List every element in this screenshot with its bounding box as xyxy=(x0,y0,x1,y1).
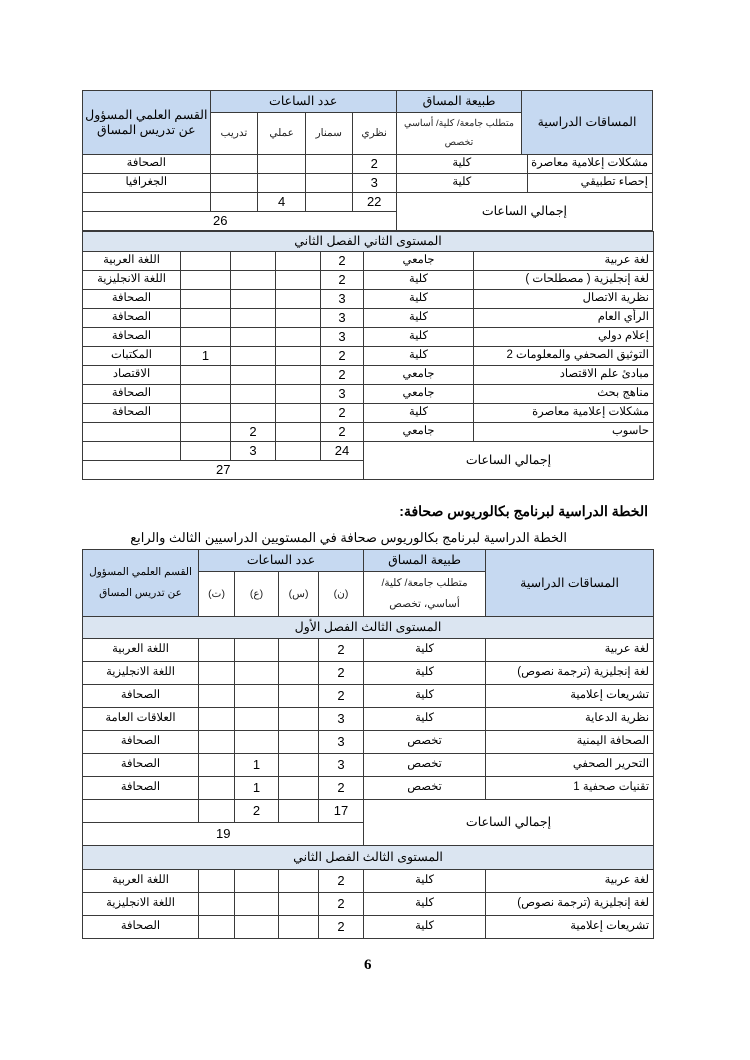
header-theory: نظري xyxy=(352,113,396,155)
course-nature: كلية xyxy=(364,639,486,662)
s-hours xyxy=(279,777,319,800)
hours-col3 xyxy=(276,385,321,404)
theory-hours: 2 xyxy=(321,252,364,271)
a-hours xyxy=(235,639,279,662)
total-n: 17 xyxy=(319,800,364,823)
table-row xyxy=(83,916,654,939)
course-name: لغة عربية xyxy=(486,639,654,662)
department: الصحافة xyxy=(83,328,181,347)
department: الصحافة xyxy=(83,385,181,404)
course-name: لغة إنجليزية (ترجمة نصوص) xyxy=(486,662,654,685)
course-nature: كلية xyxy=(364,662,486,685)
total-theory: 24 xyxy=(321,442,364,461)
t-hours xyxy=(199,754,235,777)
grand-total: 27 xyxy=(83,461,364,480)
hours-col2 xyxy=(231,309,276,328)
header-n: (ن) xyxy=(319,572,364,617)
grand-total: 19 xyxy=(83,823,364,846)
header-department: القسم العلمي المسؤول عن تدريس المساق xyxy=(83,550,199,617)
table-row xyxy=(83,708,654,731)
department: الصحافة xyxy=(83,309,181,328)
header-nature-sub: متطلب جامعة/ كلية/ أساسي، تخصص xyxy=(364,572,486,617)
course-nature: كلية xyxy=(396,155,527,174)
seminar-hours xyxy=(305,155,352,174)
course-name: التحرير الصحفي xyxy=(486,754,654,777)
a-hours xyxy=(235,893,279,916)
theory-hours: 2 xyxy=(352,155,396,174)
n-hours: 2 xyxy=(319,662,364,685)
a-hours: 1 xyxy=(235,777,279,800)
header-practical: عملي xyxy=(258,113,306,155)
table-row xyxy=(83,423,654,442)
s-hours xyxy=(279,685,319,708)
course-nature: كلية xyxy=(364,708,486,731)
course-nature: كلية xyxy=(364,328,474,347)
s-hours xyxy=(279,662,319,685)
n-hours: 2 xyxy=(319,870,364,893)
course-name: مشكلات إعلامية معاصرة xyxy=(474,404,654,423)
table-row xyxy=(83,754,654,777)
course-name: نظرية الاتصال xyxy=(474,290,654,309)
department: العلاقات العامة xyxy=(83,708,199,731)
course-name: مشكلات إعلامية معاصرة xyxy=(527,155,652,174)
hours-col2 xyxy=(231,328,276,347)
table-row xyxy=(83,252,654,271)
s-hours xyxy=(279,916,319,939)
department: الصحافة xyxy=(83,777,199,800)
department: الجغرافيا xyxy=(83,174,211,193)
header-s: (س) xyxy=(279,572,319,617)
total-label: إجمالي الساعات xyxy=(364,800,654,846)
hours-col2: 2 xyxy=(231,423,276,442)
section-title-level2-sem2: المستوى الثاني الفصل الثاني xyxy=(83,232,654,252)
header-nature: طبيعة المساق xyxy=(396,91,521,113)
table-row xyxy=(83,309,654,328)
total-practical: 4 xyxy=(258,193,306,212)
theory-hours: 3 xyxy=(321,309,364,328)
department: اللغة الانجليزية xyxy=(83,662,199,685)
total-extra xyxy=(83,193,211,212)
header-a: (ع) xyxy=(235,572,279,617)
department: الصحافة xyxy=(83,916,199,939)
hours-col2 xyxy=(231,404,276,423)
course-name: مناهج بحث xyxy=(474,385,654,404)
section-heading: الخطة الدراسية لبرنامج بكالوريوس صحافة: xyxy=(399,503,648,519)
department: الصحافة xyxy=(83,754,199,777)
hours-col3 xyxy=(276,252,321,271)
a-hours xyxy=(235,708,279,731)
total-row xyxy=(83,193,653,212)
n-hours: 3 xyxy=(319,708,364,731)
hours-col1 xyxy=(181,290,231,309)
total-seminar xyxy=(305,193,352,212)
hours-col2 xyxy=(231,385,276,404)
total-theory: 22 xyxy=(352,193,396,212)
course-nature: جامعي xyxy=(364,252,474,271)
hours-col3 xyxy=(276,347,321,366)
total-extra xyxy=(83,442,181,461)
total-row xyxy=(83,800,654,823)
n-hours: 2 xyxy=(319,893,364,916)
total-label: إجمالي الساعات xyxy=(396,193,652,231)
hours-col1 xyxy=(181,252,231,271)
course-name: لغة عربية xyxy=(486,870,654,893)
hours-col1: 1 xyxy=(181,347,231,366)
course-name: نظرية الدعاية xyxy=(486,708,654,731)
table-row xyxy=(83,662,654,685)
total-extra xyxy=(83,800,199,823)
course-nature: كلية xyxy=(364,290,474,309)
total-col1 xyxy=(181,442,231,461)
course-nature: كلية xyxy=(396,174,527,193)
a-hours xyxy=(235,685,279,708)
t-hours xyxy=(199,893,235,916)
department: اللغة العربية xyxy=(83,870,199,893)
course-name: الصحافة اليمنية xyxy=(486,731,654,754)
table-row xyxy=(83,870,654,893)
header-training: تدريب xyxy=(210,113,258,155)
hours-col1 xyxy=(181,366,231,385)
a-hours xyxy=(235,731,279,754)
table-row xyxy=(83,777,654,800)
seminar-hours xyxy=(305,174,352,193)
t-hours xyxy=(199,731,235,754)
course-name: التوثيق الصحفي والمعلومات 2 xyxy=(474,347,654,366)
s-hours xyxy=(279,870,319,893)
hours-col1 xyxy=(181,328,231,347)
section-title-level3-sem1: المستوى الثالث الفصل الأول xyxy=(83,617,654,639)
course-name: إعلام دولي xyxy=(474,328,654,347)
t-hours xyxy=(199,708,235,731)
total-training xyxy=(210,193,258,212)
course-name: تشريعات إعلامية xyxy=(486,685,654,708)
a-hours xyxy=(235,662,279,685)
n-hours: 2 xyxy=(319,916,364,939)
training-hours xyxy=(210,155,258,174)
table-row xyxy=(83,639,654,662)
hours-col3 xyxy=(276,366,321,385)
course-name: لغة عربية xyxy=(474,252,654,271)
a-hours: 1 xyxy=(235,754,279,777)
theory-hours: 2 xyxy=(321,271,364,290)
hours-col1 xyxy=(181,404,231,423)
course-nature: تخصص xyxy=(364,731,486,754)
department: الصحافة xyxy=(83,685,199,708)
course-name: لغة إنجليزية (ترجمة نصوص) xyxy=(486,893,654,916)
practical-hours xyxy=(258,155,306,174)
a-hours xyxy=(235,870,279,893)
a-hours xyxy=(235,916,279,939)
s-hours xyxy=(279,893,319,916)
table-row xyxy=(83,685,654,708)
department: الصحافة xyxy=(83,155,211,174)
header-t: (ت) xyxy=(199,572,235,617)
n-hours: 2 xyxy=(319,685,364,708)
grand-total: 26 xyxy=(83,212,397,231)
course-nature: كلية xyxy=(364,916,486,939)
course-nature: كلية xyxy=(364,870,486,893)
t-hours xyxy=(199,662,235,685)
department: الاقتصاد xyxy=(83,366,181,385)
department: اللغة الانجليزية xyxy=(83,893,199,916)
course-name: إحصاء تطبيقي xyxy=(527,174,652,193)
t-hours xyxy=(199,685,235,708)
table1-bottom xyxy=(82,231,654,480)
course-nature: كلية xyxy=(364,271,474,290)
hours-col2 xyxy=(231,252,276,271)
header-seminar: سمنار xyxy=(305,113,352,155)
hours-col3 xyxy=(276,290,321,309)
department: الصحافة xyxy=(83,731,199,754)
department: اللغة العربية xyxy=(83,252,181,271)
t-hours xyxy=(199,916,235,939)
course-name: تشريعات إعلامية xyxy=(486,916,654,939)
header-hours: عدد الساعات xyxy=(210,91,396,113)
table-row xyxy=(83,347,654,366)
total-a: 2 xyxy=(235,800,279,823)
hours-col3 xyxy=(276,423,321,442)
hours-col2 xyxy=(231,347,276,366)
theory-hours: 3 xyxy=(321,385,364,404)
department xyxy=(83,423,181,442)
header-nature: طبيعة المساق xyxy=(364,550,486,572)
hours-col3 xyxy=(276,309,321,328)
total-label: إجمالي الساعات xyxy=(364,442,654,480)
course-name: حاسوب xyxy=(474,423,654,442)
hours-col2 xyxy=(231,290,276,309)
department: الصحافة xyxy=(83,404,181,423)
course-name: لغة إنجليزية ( مصطلحات ) xyxy=(474,271,654,290)
header-nature-sub: متطلب جامعة/ كلية/ أساسي تخصص xyxy=(396,113,521,155)
table1-top xyxy=(82,90,653,231)
table-row xyxy=(83,290,654,309)
n-hours: 2 xyxy=(319,639,364,662)
hours-col1 xyxy=(181,385,231,404)
s-hours xyxy=(279,708,319,731)
header-courses: المساقات الدراسية xyxy=(522,91,653,155)
total-col3 xyxy=(276,442,321,461)
header-department: القسم العلمي المسؤول عن تدريس المساق xyxy=(83,91,211,155)
table2 xyxy=(82,549,654,939)
table-caption: الخطة الدراسية لبرنامج بكالوريوس صحافة في المستويين الدراسيين الثالث والرابع xyxy=(130,530,567,545)
hours-col3 xyxy=(276,271,321,290)
table-row xyxy=(83,731,654,754)
course-nature: كلية xyxy=(364,893,486,916)
table-row xyxy=(83,404,654,423)
header-hours: عدد الساعات xyxy=(199,550,364,572)
course-name: تقنيات صحفية 1 xyxy=(486,777,654,800)
n-hours: 3 xyxy=(319,731,364,754)
table-row xyxy=(83,174,653,193)
s-hours xyxy=(279,731,319,754)
section-title-level3-sem2: المستوى الثالث الفصل الثاني xyxy=(83,846,654,870)
course-nature: جامعي xyxy=(364,366,474,385)
theory-hours: 2 xyxy=(321,423,364,442)
table-row xyxy=(83,385,654,404)
table-row xyxy=(83,328,654,347)
t-hours xyxy=(199,870,235,893)
course-nature: جامعي xyxy=(364,423,474,442)
hours-col3 xyxy=(276,404,321,423)
n-hours: 2 xyxy=(319,777,364,800)
department: المكتبات xyxy=(83,347,181,366)
page-number: 6 xyxy=(364,957,372,973)
course-name: مبادئ علم الاقتصاد xyxy=(474,366,654,385)
theory-hours: 3 xyxy=(352,174,396,193)
practical-hours xyxy=(258,174,306,193)
course-nature: تخصص xyxy=(364,754,486,777)
theory-hours: 2 xyxy=(321,347,364,366)
s-hours xyxy=(279,639,319,662)
course-nature: كلية xyxy=(364,309,474,328)
table-row xyxy=(83,893,654,916)
course-nature: جامعي xyxy=(364,385,474,404)
s-hours xyxy=(279,754,319,777)
hours-col3 xyxy=(276,328,321,347)
table-row xyxy=(83,155,653,174)
t-hours xyxy=(199,639,235,662)
course-name: الرأي العام xyxy=(474,309,654,328)
t-hours xyxy=(199,777,235,800)
theory-hours: 2 xyxy=(321,404,364,423)
hours-col1 xyxy=(181,423,231,442)
department: الصحافة xyxy=(83,290,181,309)
hours-col1 xyxy=(181,309,231,328)
theory-hours: 3 xyxy=(321,290,364,309)
theory-hours: 2 xyxy=(321,366,364,385)
course-nature: كلية xyxy=(364,404,474,423)
course-nature: كلية xyxy=(364,685,486,708)
hours-col1 xyxy=(181,271,231,290)
department: اللغة الانجليزية xyxy=(83,271,181,290)
total-col2: 3 xyxy=(231,442,276,461)
total-row xyxy=(83,442,654,461)
header-courses: المساقات الدراسية xyxy=(486,550,654,617)
theory-hours: 3 xyxy=(321,328,364,347)
n-hours: 3 xyxy=(319,754,364,777)
hours-col2 xyxy=(231,366,276,385)
table-row xyxy=(83,366,654,385)
course-nature: كلية xyxy=(364,347,474,366)
table-row xyxy=(83,271,654,290)
training-hours xyxy=(210,174,258,193)
course-nature: تخصص xyxy=(364,777,486,800)
hours-col2 xyxy=(231,271,276,290)
department: اللغة العربية xyxy=(83,639,199,662)
total-s xyxy=(279,800,319,823)
total-t xyxy=(199,800,235,823)
